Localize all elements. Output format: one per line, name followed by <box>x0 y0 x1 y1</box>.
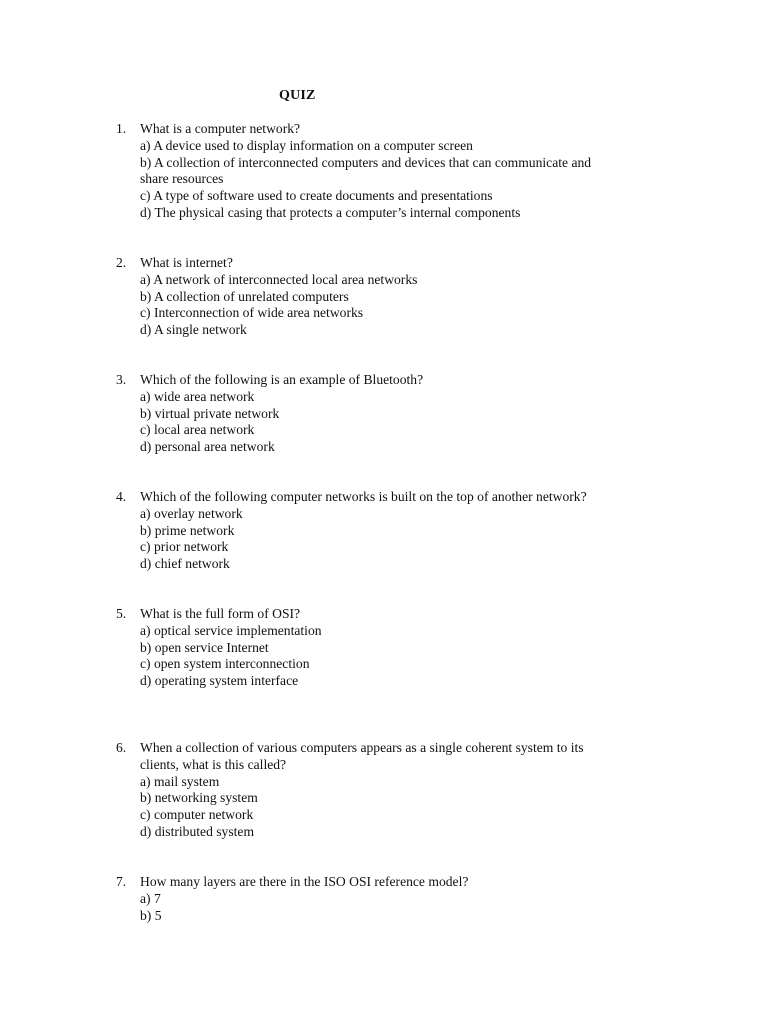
question-text: How many layers are there in the ISO OSI reference model? <box>140 874 469 889</box>
answer-option: a) optical service implementation <box>140 622 322 638</box>
question-text: What is a computer network? <box>140 121 301 136</box>
answer-option: a) mail system <box>140 773 220 789</box>
answer-option: b) open service Internet <box>140 639 269 655</box>
question-text: Which of the following computer networks is built on the top of another network? <box>140 489 587 504</box>
question-number: 2. <box>116 255 127 270</box>
answer-option: a) A network of interconnected local area networks <box>140 271 418 287</box>
question-number: 6. <box>116 740 127 755</box>
question-text: What is internet? <box>140 255 233 270</box>
question-text: Which of the following is an example of Bluetooth? <box>140 372 424 387</box>
answer-option: d) chief network <box>140 556 230 572</box>
question-number: 3. <box>116 372 127 387</box>
answer-option: c) open system interconnection <box>140 656 310 672</box>
question-number: 7. <box>116 874 127 889</box>
answer-option: c) A type of software used to create documents and presentations <box>140 188 493 204</box>
page-title: QUIZ <box>279 88 316 103</box>
answer-option: d) A single network <box>140 322 247 338</box>
answer-option: b) A collection of interconnected computers and devices that can communicate and <box>140 154 592 170</box>
answer-option: b) prime network <box>140 522 235 538</box>
answer-option: d) operating system interface <box>140 673 299 689</box>
question-5 <box>0 606 768 690</box>
question-text-continuation: clients, what is this called? <box>140 756 287 772</box>
answer-option: d) personal area network <box>140 439 275 455</box>
answer-option: b) A collection of unrelated computers <box>140 288 349 304</box>
question-6 <box>0 740 768 841</box>
question-7 <box>0 874 768 924</box>
answer-option: d) The physical casing that protects a computer’s internal components <box>140 204 521 220</box>
answer-option: b) 5 <box>140 907 162 923</box>
answer-option-continuation: share resources <box>140 171 224 187</box>
question-1 <box>0 121 768 222</box>
question-number: 4. <box>116 489 127 504</box>
question-3 <box>0 372 768 456</box>
question-2 <box>0 255 768 339</box>
answer-option: d) distributed system <box>140 823 255 839</box>
answer-option: a) 7 <box>140 890 161 906</box>
answer-option: a) overlay network <box>140 505 243 521</box>
answer-option: b) networking system <box>140 790 258 806</box>
answer-option: c) prior network <box>140 539 229 555</box>
question-text: What is the full form of OSI? <box>140 606 301 621</box>
answer-option: b) virtual private network <box>140 405 280 421</box>
question-number: 1. <box>116 121 127 136</box>
answer-option: c) computer network <box>140 807 254 823</box>
question-text: When a collection of various computers appears as a single coherent system to its <box>140 740 584 755</box>
answer-option: a) A device used to display information on a computer screen <box>140 137 473 153</box>
question-number: 5. <box>116 606 127 621</box>
question-4 <box>0 489 768 573</box>
answer-option: c) local area network <box>140 422 255 438</box>
answer-option: a) wide area network <box>140 388 255 404</box>
answer-option: c) Interconnection of wide area networks <box>140 305 364 321</box>
